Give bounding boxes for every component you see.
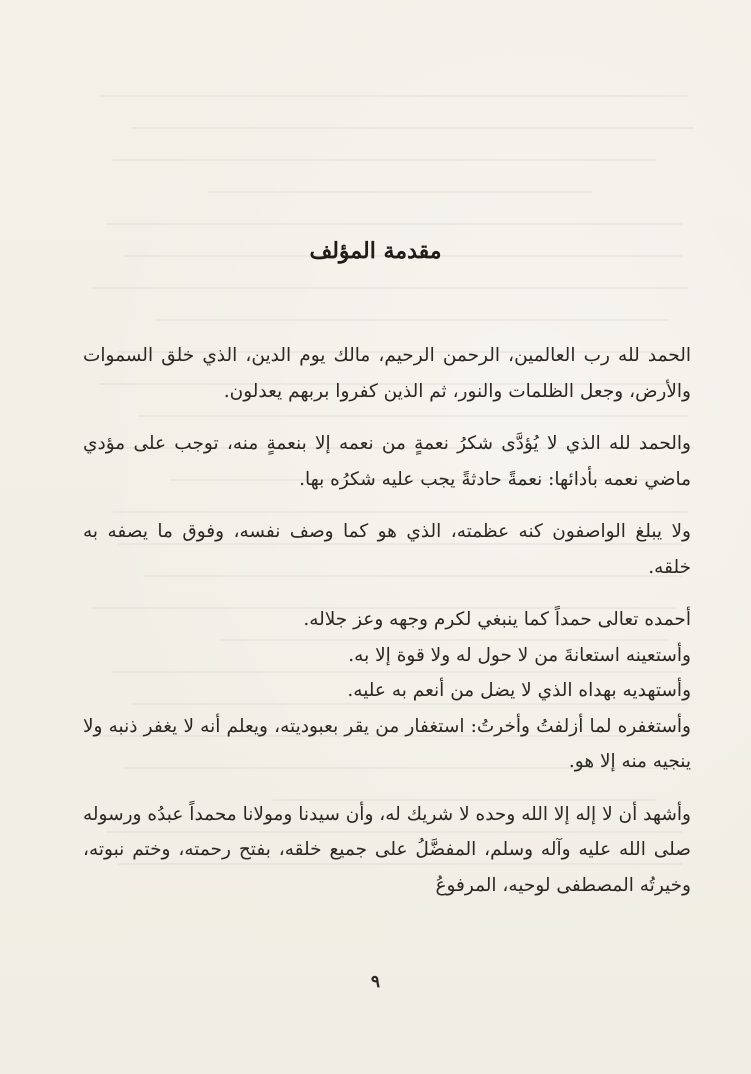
paragraph: ولا يبلغ الواصفون كنه عظمته، الذي هو كما وصف نفسه، وفوق ما يصفه به خلقه. [83,521,691,578]
paragraph: وأستغفره لما أزلفتُ وأخرتُ: استغفار من يقر بعبوديته، ويعلم أنه لا يغفر ذنبه ولا ينجيه منه إلا هو. [83,715,691,772]
page-number: ٩ [370,972,381,992]
body-text [83,338,691,903]
page-title: مقدمة المؤلف [309,238,442,264]
paragraph: الحمد لله رب العالمين، الرحمن الرحيم، مالك يوم الدين، الذي خلق السموات والأرض، وجعل الظلمات والنور، ثم الذين كفروا بربهم يعدلون. [83,345,691,402]
paragraph: والحمد لله الذي لا يُؤدَّى شكرُ نعمةٍ من نعمه إلا بنعمةٍ منه، توجب على مؤدي ماضي نعمه بأدائها: نعمةً حادثةً يجب عليه شكرُه بها. [83,433,691,490]
paragraph: أحمده تعالى حمداً كما ينبغي لكرم وجهه وعز جلاله. [303,609,691,630]
paragraph: وأستعينه استعانةَ من لا حول له ولا قوة إلا به. [348,644,691,666]
paragraph: وأشهد أن لا إله إلا الله وحده لا شريك له، وأن سيدنا ومولانا محمداً عبدُه ورسوله صلى الله عليه وآله وسلم، المفضَّلُ على جميع خلقه، بفتح رحمته، وختم نبوته، وخيرتُه المصطفى لوحيه، المرفوعُ [83,803,691,896]
paragraph: وأستهديه بهداه الذي لا يضل من أنعم به عليه. [347,680,691,701]
